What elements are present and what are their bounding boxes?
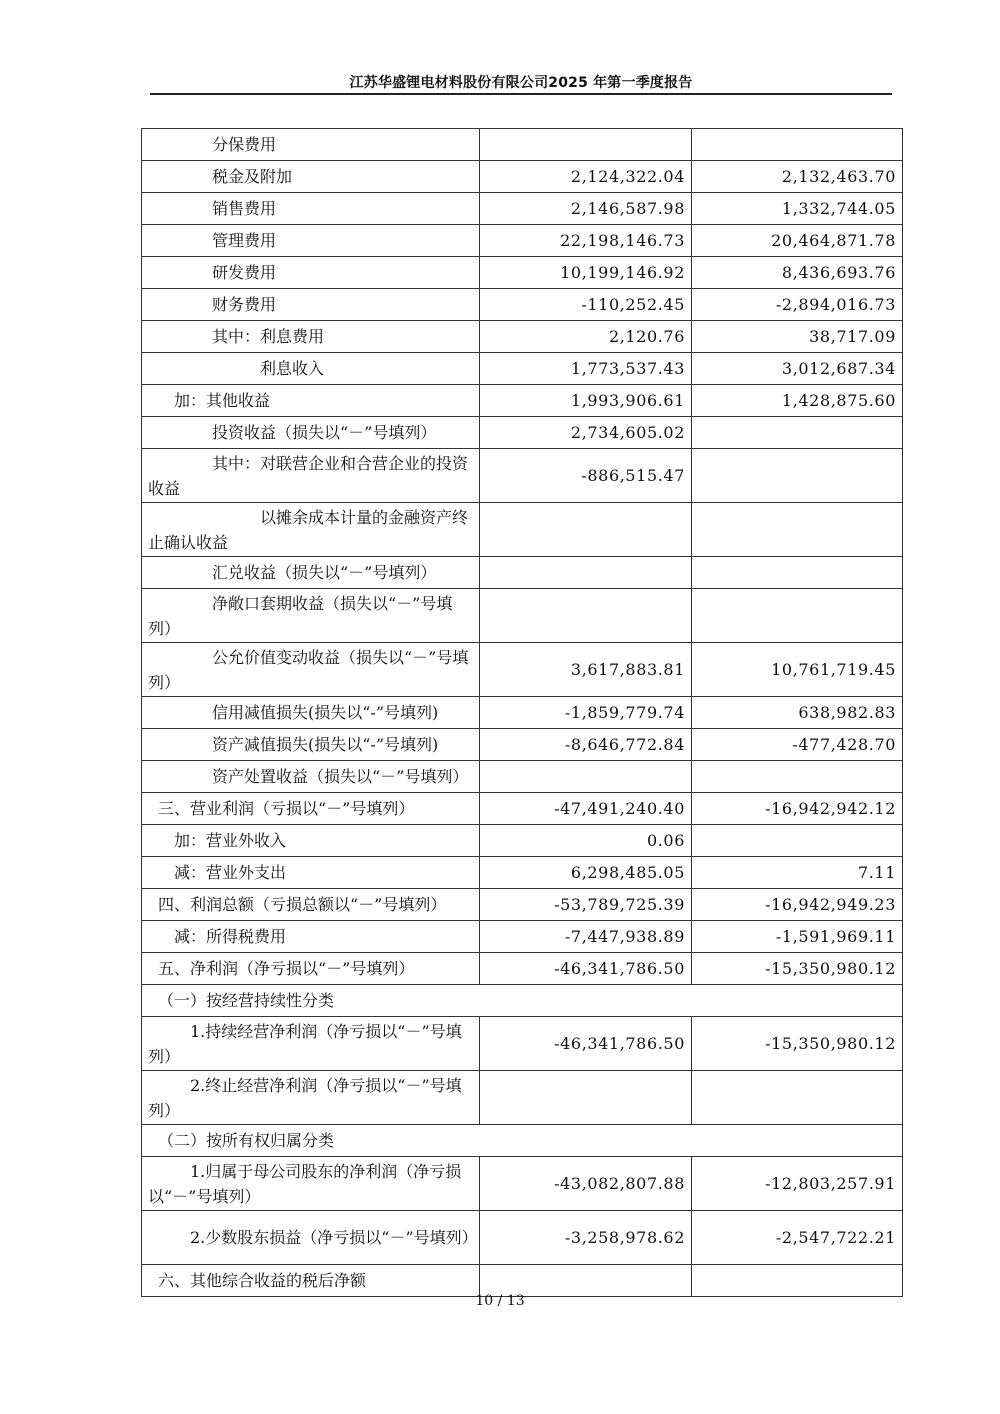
table-row — [142, 321, 903, 353]
prior-period-value: -16,942,942.12 — [692, 793, 903, 825]
table-row — [142, 729, 903, 761]
table-row — [142, 985, 903, 1017]
row-label: 2.终止经营净利润（净亏损以“－”号填列） — [142, 1071, 480, 1125]
prior-period-value: 8,436,693.76 — [692, 257, 903, 289]
table-row — [142, 129, 903, 161]
table-row — [142, 289, 903, 321]
table-row — [142, 385, 903, 417]
table-row — [142, 1211, 903, 1265]
prior-period-value — [692, 557, 903, 589]
row-label: 分保费用 — [142, 129, 480, 161]
table-row — [142, 449, 903, 503]
current-period-value: -53,789,725.39 — [480, 889, 692, 921]
current-period-value — [480, 1265, 692, 1297]
prior-period-value — [692, 761, 903, 793]
table-row — [142, 417, 903, 449]
table-row — [142, 921, 903, 953]
prior-period-value — [692, 825, 903, 857]
prior-period-value: 1,332,744.05 — [692, 193, 903, 225]
row-label: 以摊余成本计量的金融资产终止确认收益 — [142, 503, 480, 557]
table-row — [142, 793, 903, 825]
row-label: 加：其他收益 — [142, 385, 480, 417]
table-row — [142, 353, 903, 385]
current-period-value — [480, 129, 692, 161]
prior-period-value: -15,350,980.12 — [692, 953, 903, 985]
current-period-value: 6,298,485.05 — [480, 857, 692, 889]
row-label: 其中：利息费用 — [142, 321, 480, 353]
table-row — [142, 589, 903, 643]
table-row — [142, 193, 903, 225]
row-label: 投资收益（损失以“－”号填列） — [142, 417, 480, 449]
row-label: 公允价值变动收益（损失以“－”号填列） — [142, 643, 480, 697]
row-label: 1.持续经营净利润（净亏损以“－”号填列） — [142, 1017, 480, 1071]
prior-period-value: 38,717.09 — [692, 321, 903, 353]
table-row — [142, 761, 903, 793]
table-row — [142, 161, 903, 193]
table-row — [142, 825, 903, 857]
current-period-value: -43,082,807.88 — [480, 1157, 692, 1211]
row-label: 五、净利润（净亏损以“－”号填列） — [142, 953, 480, 985]
prior-period-value: -2,894,016.73 — [692, 289, 903, 321]
row-label: 资产处置收益（损失以“－”号填列） — [142, 761, 480, 793]
prior-period-value: 638,982.83 — [692, 697, 903, 729]
row-label: （一）按经营持续性分类 — [142, 985, 903, 1017]
prior-period-value — [692, 449, 903, 503]
prior-period-value — [692, 589, 903, 643]
current-period-value: 3,617,883.81 — [480, 643, 692, 697]
prior-period-value: 3,012,687.34 — [692, 353, 903, 385]
table-row — [142, 643, 903, 697]
prior-period-value: -1,591,969.11 — [692, 921, 903, 953]
table-row — [142, 953, 903, 985]
prior-period-value: -16,942,949.23 — [692, 889, 903, 921]
current-period-value: 10,199,146.92 — [480, 257, 692, 289]
row-label: 净敞口套期收益（损失以“－”号填列） — [142, 589, 480, 643]
table-row — [142, 697, 903, 729]
current-period-value: 2,734,605.02 — [480, 417, 692, 449]
current-period-value: -46,341,786.50 — [480, 953, 692, 985]
row-label: 利息收入 — [142, 353, 480, 385]
current-period-value: 1,773,537.43 — [480, 353, 692, 385]
row-label: 减：营业外支出 — [142, 857, 480, 889]
prior-period-value: 2,132,463.70 — [692, 161, 903, 193]
prior-period-value: 20,464,871.78 — [692, 225, 903, 257]
row-label: 1.归属于母公司股东的净利润（净亏损以“－”号填列） — [142, 1157, 480, 1211]
current-period-value: 0.06 — [480, 825, 692, 857]
current-period-value: -110,252.45 — [480, 289, 692, 321]
current-period-value: 22,198,146.73 — [480, 225, 692, 257]
row-label: 六、其他综合收益的税后净额 — [142, 1265, 480, 1297]
current-period-value: 2,120.76 — [480, 321, 692, 353]
current-period-value: -47,491,240.40 — [480, 793, 692, 825]
row-label: 销售费用 — [142, 193, 480, 225]
row-label: 加：营业外收入 — [142, 825, 480, 857]
row-label: 2.少数股东损益（净亏损以“－”号填列） — [142, 1211, 480, 1265]
row-label: 其中：对联营企业和合营企业的投资收益 — [142, 449, 480, 503]
row-label: 信用减值损失(损失以“-”号填列) — [142, 697, 480, 729]
prior-period-value — [692, 417, 903, 449]
current-period-value — [480, 1071, 692, 1125]
income-statement-table — [141, 128, 903, 1297]
current-period-value: 1,993,906.61 — [480, 385, 692, 417]
income-statement-body — [142, 129, 903, 1297]
table-row — [142, 857, 903, 889]
prior-period-value: -15,350,980.12 — [692, 1017, 903, 1071]
table-row — [142, 1125, 903, 1157]
table-row — [142, 225, 903, 257]
prior-period-value — [692, 1265, 903, 1297]
current-period-value — [480, 589, 692, 643]
table-row — [142, 503, 903, 557]
row-label: 三、营业利润（亏损以“－”号填列） — [142, 793, 480, 825]
current-period-value — [480, 503, 692, 557]
prior-period-value — [692, 1071, 903, 1125]
current-period-value: -1,859,779.74 — [480, 697, 692, 729]
current-period-value: -8,646,772.84 — [480, 729, 692, 761]
table-row — [142, 1017, 903, 1071]
current-period-value: -886,515.47 — [480, 449, 692, 503]
table-row — [142, 1157, 903, 1211]
current-period-value: -3,258,978.62 — [480, 1211, 692, 1265]
row-label: （二）按所有权归属分类 — [142, 1125, 903, 1157]
prior-period-value: -2,547,722.21 — [692, 1211, 903, 1265]
table-row — [142, 1265, 903, 1297]
table-row — [142, 557, 903, 589]
prior-period-value: -477,428.70 — [692, 729, 903, 761]
table-row — [142, 889, 903, 921]
row-label: 减：所得税费用 — [142, 921, 480, 953]
row-label: 汇兑收益（损失以“－”号填列） — [142, 557, 480, 589]
row-label: 四、利润总额（亏损总额以“－”号填列） — [142, 889, 480, 921]
prior-period-value — [692, 129, 903, 161]
current-period-value — [480, 557, 692, 589]
row-label: 资产减值损失(损失以“-”号填列) — [142, 729, 480, 761]
current-period-value: -7,447,938.89 — [480, 921, 692, 953]
current-period-value: -46,341,786.50 — [480, 1017, 692, 1071]
header-rule — [150, 93, 892, 95]
row-label: 管理费用 — [142, 225, 480, 257]
report-header-title: 江苏华盛锂电材料股份有限公司2025 年第一季度报告 — [349, 75, 693, 91]
table-row — [142, 257, 903, 289]
prior-period-value: 7.11 — [692, 857, 903, 889]
prior-period-value: 1,428,875.60 — [692, 385, 903, 417]
row-label: 研发费用 — [142, 257, 480, 289]
prior-period-value: -12,803,257.91 — [692, 1157, 903, 1211]
table-row — [142, 1071, 903, 1125]
current-period-value — [480, 761, 692, 793]
prior-period-value — [692, 503, 903, 557]
page-number: 10 / 13 — [475, 1293, 525, 1309]
row-label: 财务费用 — [142, 289, 480, 321]
prior-period-value: 10,761,719.45 — [692, 643, 903, 697]
current-period-value: 2,146,587.98 — [480, 193, 692, 225]
current-period-value: 2,124,322.04 — [480, 161, 692, 193]
row-label: 税金及附加 — [142, 161, 480, 193]
